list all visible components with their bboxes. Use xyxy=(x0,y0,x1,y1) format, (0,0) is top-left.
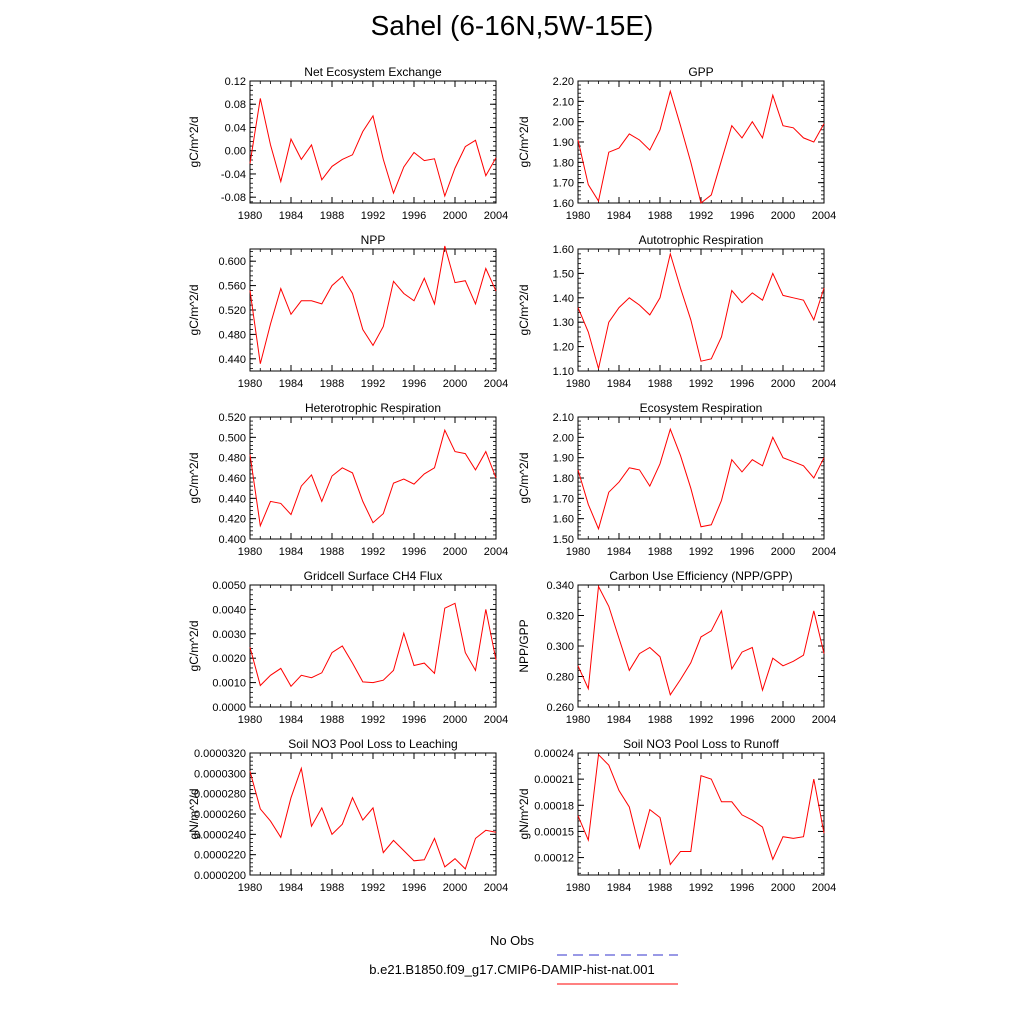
y-axis-label: gC/m^2/d xyxy=(187,116,201,168)
x-tick-label: 1996 xyxy=(401,882,427,894)
y-axis-label: gC/m^2/d xyxy=(517,116,531,168)
y-tick-label: 0.0020 xyxy=(212,653,246,666)
x-tick-label: 1984 xyxy=(606,546,632,558)
y-tick-label: 0.0000320 xyxy=(194,748,246,760)
chart-panel-8 xyxy=(517,569,836,726)
y-tick-label: 0.0000 xyxy=(212,702,246,714)
y-tick-label: 0.560 xyxy=(218,280,246,293)
chart-panel-9 xyxy=(187,737,508,894)
x-tick-label: 1988 xyxy=(647,210,673,222)
y-tick-label: 0.0050 xyxy=(212,580,246,592)
x-tick-label: 2000 xyxy=(770,378,796,390)
x-tick-label: 2000 xyxy=(770,546,796,558)
y-tick-label: 1.50 xyxy=(552,534,574,546)
x-tick-label: 2000 xyxy=(442,882,468,894)
x-tick-label: 1996 xyxy=(729,714,755,726)
chart-panel-7 xyxy=(187,569,508,726)
chart-panel-5 xyxy=(187,401,508,558)
x-tick-label: 2004 xyxy=(811,210,837,222)
y-tick-label: 0.0000220 xyxy=(194,849,246,862)
series-line xyxy=(250,98,496,196)
y-tick-label: 1.70 xyxy=(552,177,574,190)
x-tick-label: 1988 xyxy=(647,546,673,558)
x-tick-label: 2000 xyxy=(770,210,796,222)
x-tick-label: 1984 xyxy=(606,378,632,390)
x-tick-label: 2004 xyxy=(483,714,509,726)
chart-panel-2 xyxy=(517,65,836,222)
y-tick-label: -0.08 xyxy=(220,192,246,205)
y-tick-label: 0.460 xyxy=(218,473,246,485)
y-axis-label: gC/m^2/d xyxy=(187,284,201,336)
y-tick-label: 0.440 xyxy=(218,493,246,506)
x-tick-label: 1984 xyxy=(278,882,304,894)
x-tick-label: 1992 xyxy=(360,714,386,726)
x-tick-label: 1996 xyxy=(729,378,755,390)
y-tick-label: 0.280 xyxy=(546,671,574,684)
x-tick-label: 1992 xyxy=(360,546,386,558)
x-tick-label: 1992 xyxy=(688,882,714,894)
x-tick-label: 1984 xyxy=(278,210,304,222)
y-tick-label: 0.320 xyxy=(546,610,574,623)
y-tick-label: 1.20 xyxy=(552,341,574,354)
y-tick-label: 1.30 xyxy=(552,317,574,330)
x-tick-label: 1996 xyxy=(401,210,427,222)
chart-panel-1 xyxy=(187,65,508,222)
x-tick-label: 1988 xyxy=(647,714,673,726)
x-tick-label: 2000 xyxy=(442,714,468,726)
x-tick-label: 2004 xyxy=(811,546,837,558)
plot-frame xyxy=(250,81,496,203)
y-axis-label: gN/m^2/d xyxy=(517,788,531,840)
y-tick-label: 2.20 xyxy=(552,76,574,88)
y-tick-label: 0.260 xyxy=(546,702,574,714)
chart-panel-6 xyxy=(517,401,836,558)
legend-model-line xyxy=(0,981,1024,987)
panel-title: Soil NO3 Pool Loss to Leaching xyxy=(288,737,458,751)
x-tick-label: 2004 xyxy=(483,210,509,222)
x-tick-label: 1984 xyxy=(278,378,304,390)
x-tick-label: 1984 xyxy=(278,714,304,726)
x-tick-label: 2004 xyxy=(811,378,837,390)
panel-title: Ecosystem Respiration xyxy=(639,401,763,415)
panel-title: NPP xyxy=(360,233,386,247)
panel-title: Autotrophic Respiration xyxy=(638,233,764,247)
x-tick-label: 1992 xyxy=(360,210,386,222)
legend-obs-line xyxy=(0,952,1024,958)
y-tick-label: 2.00 xyxy=(552,432,574,445)
y-tick-label: 0.600 xyxy=(218,256,246,269)
x-tick-label: 1988 xyxy=(319,714,345,726)
y-tick-label: 0.0030 xyxy=(212,628,246,641)
y-tick-label: 0.0000200 xyxy=(194,870,246,882)
y-tick-label: 1.10 xyxy=(552,366,574,378)
y-axis-label: NPP/GPP xyxy=(517,619,531,673)
series-line xyxy=(250,603,496,686)
x-tick-label: 2000 xyxy=(770,714,796,726)
x-tick-label: 1996 xyxy=(401,546,427,558)
x-tick-label: 1988 xyxy=(319,546,345,558)
x-tick-label: 1980 xyxy=(565,546,591,558)
y-tick-label: 1.60 xyxy=(552,244,574,256)
series-line xyxy=(250,430,496,526)
plot-frame xyxy=(578,81,824,203)
x-tick-label: 1996 xyxy=(729,882,755,894)
y-axis-label: gC/m^2/d xyxy=(187,620,201,672)
y-tick-label: 0.12 xyxy=(224,76,246,88)
series-line xyxy=(578,587,824,695)
x-tick-label: 2004 xyxy=(483,882,509,894)
chart-panel-10 xyxy=(517,737,836,894)
y-tick-label: 0.520 xyxy=(218,305,246,317)
y-tick-label: 0.480 xyxy=(218,329,246,342)
series-line xyxy=(250,768,496,869)
x-tick-label: 1992 xyxy=(360,882,386,894)
x-tick-label: 1988 xyxy=(319,882,345,894)
plot-frame xyxy=(250,585,496,707)
y-tick-label: 0.04 xyxy=(224,122,246,135)
y-tick-label: 1.60 xyxy=(552,513,574,526)
y-tick-label: 0.0000240 xyxy=(194,829,246,842)
chart-panel-4 xyxy=(517,233,836,390)
x-tick-label: 1996 xyxy=(401,714,427,726)
x-tick-label: 2004 xyxy=(811,882,837,894)
legend-model-label: b.e21.B1850.f09_g17.CMIP6-DAMIP-hist-nat.001 xyxy=(369,962,655,977)
y-tick-label: 0.0000280 xyxy=(194,788,246,801)
y-axis-label: gC/m^2/d xyxy=(187,452,201,504)
x-tick-label: 1992 xyxy=(688,210,714,222)
chart-panel-3 xyxy=(187,233,508,390)
y-tick-label: 0.440 xyxy=(218,353,246,366)
y-tick-label: 2.10 xyxy=(552,412,574,424)
y-tick-label: 0.0040 xyxy=(212,604,246,617)
y-tick-label: 1.80 xyxy=(552,157,574,170)
y-tick-label: 0.00018 xyxy=(534,800,574,813)
x-tick-label: 1992 xyxy=(688,378,714,390)
x-tick-label: 2000 xyxy=(442,378,468,390)
legend-obs-label: No Obs xyxy=(489,933,535,948)
y-axis-label: gC/m^2/d xyxy=(517,284,531,336)
y-tick-label: 1.80 xyxy=(552,473,574,485)
series-line xyxy=(578,755,824,865)
y-tick-label: 1.90 xyxy=(552,452,574,465)
x-tick-label: 1996 xyxy=(729,546,755,558)
panel-title: Heterotrophic Respiration xyxy=(304,401,442,415)
x-tick-label: 1992 xyxy=(688,714,714,726)
y-tick-label: 0.00 xyxy=(224,145,246,158)
y-tick-label: 0.420 xyxy=(218,513,246,526)
x-tick-label: 1980 xyxy=(237,210,263,222)
x-tick-label: 1980 xyxy=(237,546,263,558)
x-tick-label: 1988 xyxy=(647,378,673,390)
x-tick-label: 1988 xyxy=(319,378,345,390)
y-tick-label: 0.300 xyxy=(546,641,574,653)
y-tick-label: 1.90 xyxy=(552,137,574,149)
x-tick-label: 1980 xyxy=(565,714,591,726)
series-line xyxy=(578,429,824,529)
series-line xyxy=(578,91,824,203)
x-tick-label: 1988 xyxy=(647,882,673,894)
x-tick-label: 2004 xyxy=(811,714,837,726)
y-tick-label: 2.00 xyxy=(552,116,574,129)
y-axis-label: gC/m^2/d xyxy=(517,452,531,504)
y-tick-label: -0.04 xyxy=(220,168,246,181)
x-tick-label: 1996 xyxy=(729,210,755,222)
x-tick-label: 1980 xyxy=(237,378,263,390)
panel-title: Gridcell Surface CH4 Flux xyxy=(303,569,443,583)
x-tick-label: 2000 xyxy=(442,210,468,222)
x-tick-label: 2004 xyxy=(483,378,509,390)
plot-frame xyxy=(250,417,496,539)
x-tick-label: 1984 xyxy=(278,546,304,558)
x-tick-label: 1984 xyxy=(606,210,632,222)
panel-title: Soil NO3 Pool Loss to Runoff xyxy=(623,737,779,751)
x-tick-label: 1980 xyxy=(565,882,591,894)
y-tick-label: 0.00012 xyxy=(534,852,574,865)
y-tick-label: 2.10 xyxy=(552,96,574,109)
y-tick-label: 0.480 xyxy=(218,452,246,465)
y-tick-label: 1.60 xyxy=(552,198,574,210)
x-tick-label: 1980 xyxy=(237,882,263,894)
x-tick-label: 2004 xyxy=(483,546,509,558)
series-line xyxy=(250,246,496,364)
x-tick-label: 1992 xyxy=(360,378,386,390)
y-tick-label: 0.500 xyxy=(218,432,246,445)
y-tick-label: 0.0010 xyxy=(212,677,246,690)
y-axis-label: gN/m^2/d xyxy=(187,788,201,840)
y-tick-label: 0.520 xyxy=(218,412,246,424)
x-tick-label: 1980 xyxy=(565,378,591,390)
plot-frame xyxy=(578,753,824,875)
plot-frame xyxy=(578,417,824,539)
y-tick-label: 0.0000300 xyxy=(194,768,246,781)
x-tick-label: 1980 xyxy=(237,714,263,726)
y-tick-label: 0.400 xyxy=(218,534,246,546)
panel-title: Carbon Use Efficiency (NPP/GPP) xyxy=(609,569,793,583)
y-tick-label: 1.50 xyxy=(552,268,574,281)
plot-frame xyxy=(250,249,496,371)
x-tick-label: 1996 xyxy=(401,378,427,390)
y-tick-label: 0.00015 xyxy=(534,826,574,839)
y-tick-label: 0.340 xyxy=(546,580,574,592)
y-tick-label: 0.00024 xyxy=(534,748,574,760)
x-tick-label: 1984 xyxy=(606,714,632,726)
main-title: Sahel (6-16N,5W-15E) xyxy=(370,10,654,41)
x-tick-label: 2000 xyxy=(442,546,468,558)
panel-title: Net Ecosystem Exchange xyxy=(304,65,442,79)
x-tick-label: 2000 xyxy=(770,882,796,894)
y-tick-label: 1.40 xyxy=(552,292,574,305)
x-tick-label: 1988 xyxy=(319,210,345,222)
y-tick-label: 1.70 xyxy=(552,493,574,506)
x-tick-label: 1980 xyxy=(565,210,591,222)
plot-frame xyxy=(578,585,824,707)
y-tick-label: 0.00021 xyxy=(534,774,574,787)
y-tick-label: 0.08 xyxy=(224,99,246,112)
series-line xyxy=(578,254,824,369)
x-tick-label: 1984 xyxy=(606,882,632,894)
y-tick-label: 0.0000260 xyxy=(194,809,246,821)
panel-title: GPP xyxy=(688,65,714,79)
plot-frame xyxy=(578,249,824,371)
x-tick-label: 1992 xyxy=(688,546,714,558)
